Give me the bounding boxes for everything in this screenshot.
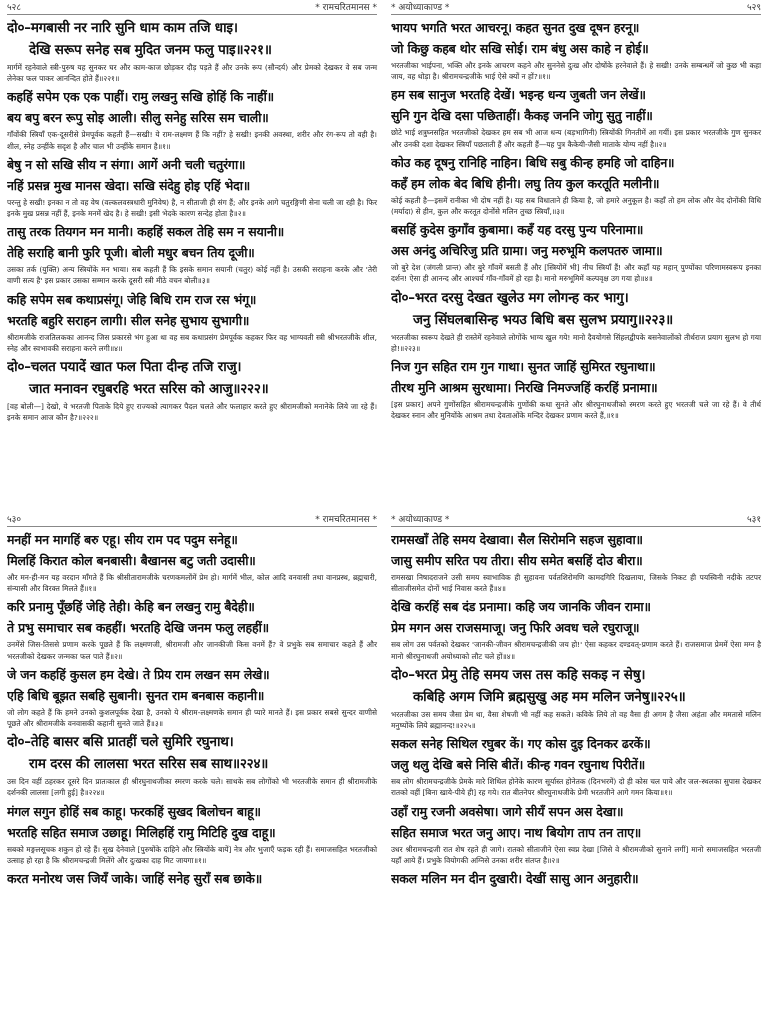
translation-paragraph: भरतजीका भाईपना, भक्ति और इनके आचरण कहने और सुननेसे दुःख और दोषोंके हरनेवाले हैं। हे सखी! उनके सम्बन्धमें जो कुछ भी कहा जाय, वह थोड़ा है। श्रीरामचन्द्रजीके भाई ऐसे क्यों न हों?॥१॥ — [391, 61, 761, 82]
chaupai-verse: एहि बिधि बूझत सबहि सुबानी। सुनत राम बनबास कहानी॥ — [7, 687, 265, 703]
chaupai-verse: करि प्रनामु पूँछहिं जेहि तेही। केहि बन लखनु रामु बैदेही॥ — [7, 599, 255, 615]
translation-paragraph: जो बुरे देश (जंगली प्रान्त) और बुरे गाँवमें बसती हैं और [स्त्रियोंमें भी] नीच स्त्रियाँ हैं! और कहाँ यह महान् पुण्योंका परिणामस्वरूप इनका दर्शन! ऐसा ही आनन्द और आश्चर्य गाँव-गाँवमें हो रहा है। मानो मरुभूमिमें कल्पवृक्ष उग गया हो॥४॥ — [391, 263, 761, 284]
translation-paragraph: भरतजीका स्वरूप देखते ही रास्तेमें रहनेवाले लोगोंके भाग्य खुल गये! मानो दैवयोगसे सिंहलद्वीपके बसनेवालोंको तीर्थराज प्रयाग सुलभ हो गया हो!॥२२३॥ — [391, 332, 761, 353]
translation-paragraph: गाँवोंकी स्त्रियाँ एक-दूसरीसे प्रेमपूर्वक कहती हैं—सखी! ये राम-लक्ष्मण हैं कि नहीं? हे सखी! इनकी अवस्था, शरीर और रंग-रूप तो वही है। शील, स्नेह उन्हींके सदृश है और चाल भी उन्हींके समान है॥१॥ — [7, 130, 377, 151]
chaupai-verse: देखि करहिं सब दंड प्रनामा। कहि जय जानकि जीवन रामा॥ — [391, 599, 651, 615]
chaupai-verse: जो किछु कहब थोर सखि सोई। राम बंधु अस काहे न होई॥ — [391, 41, 649, 56]
chaupai-verse: कहि सपेम सब कथाप्रसंगू। जेहि बिधि राम राज रस भंगू॥ — [7, 291, 257, 307]
translation-paragraph: उधर श्रीरामचन्द्रजी रात शेष रहते ही जागे। रातको सीताजीने ऐसा स्वप्न देखा [जिसे वे श्रीरामजीको सुनाने लगीं] मानो समाजसहित भरतजी यहाँ आये हैं। प्रभुके वियोगकी अग्निसे उनका शरीर संतप्त है॥२॥ — [391, 844, 761, 865]
page-header — [7, 3, 377, 15]
translation-paragraph: सब लोग उस पर्वतको देखकर 'जानकी-जीवन श्रीरामचन्द्रजीकी जय हो!' ऐसा कहकर दण्डवत्-प्रणाम करते हैं। राजसमाज प्रेममें ऐसा मग्न है मानो श्रीरघुनाथजी अयोध्याको लौट चले हों॥४॥ — [391, 640, 761, 661]
chaupai-verse: अस अनंदु अचिरिजु प्रति ग्रामा। जनु मरुभूमि कलपतरु जामा॥ — [391, 243, 663, 259]
doha-verse: कबिहि अगम जिमि ब्रह्मसुखु अह मम मलिन जनेषु॥२२५॥ — [413, 688, 686, 705]
translation-paragraph: उस दिन वहीं ठहरकर दूसरे दिन प्रातःकाल ही श्रीरघुनाथजीका स्मरण करके चले। साथके सब लोगोंको भी भरतजीके समान ही श्रीरामजीके दर्शनकी लालसा [लगी हुई] है॥२२४॥ — [7, 777, 377, 798]
translation-paragraph: भरतजीका उस समय जैसा प्रेम था, वैसा शेषजी भी नहीं कह सकते। कविके लिये तो वह वैसा ही अगम है जैसा अहंता और ममतासे मलिन मनुष्योंके लिये ब्रह्मानन्द!॥२२५॥ — [391, 709, 761, 731]
page-528 — [0, 0, 384, 512]
header-left: ५३० — [7, 515, 22, 525]
chaupai-verse: कहँ हम लोक बेद बिधि हीनी। लघु तिय कुल करतूति मलीनी॥ — [391, 175, 660, 191]
translation-paragraph: उनमेंसे जिस-तिससे प्रणाम करके पूछते हैं कि लक्ष्मणजी, श्रीरामजी और जानकीजी किस वनमें हैं? वे प्रभुके सब समाचार कहते हैं और भरतजीको देखकर जन्मका फल पाते हैं॥२॥ — [7, 640, 377, 661]
chaupai-verse: रामसखाँ तेहि समय देखावा। सैल सिरोमनि सहज सुहावा॥ — [391, 532, 643, 547]
chaupai-verse: तीरथ मुनि आश्रम सुरधामा। निरखि निमज्जहिं करहिं प्रनामा॥ — [391, 380, 658, 396]
translation-paragraph: छोटे भाई शत्रुघ्नसहित भरतजीको देखकर हम सब भी आज धन्य (बड़भागिनी) स्त्रियोंकी गिनतीमें आ गयीं। इस प्रकार भरतजीके गुण सुनकर और उनकी दशा देखकर स्त्रियाँ पछताती हैं और कहती हैं—यह पुत्र कैकेयी-जैसी माताके योग्य नहीं है॥२॥ — [391, 128, 761, 149]
translation-paragraph: जो लोग कहते हैं कि हमने उनको कुशलपूर्वक देखा है, उनको ये श्रीराम-लक्ष्मणके समान ही प्यारे मानते हैं। इस प्रकार सबसे सुन्दर वाणीसे पूछते और श्रीरामजीके वनवासकी कहानी सुनते जाते हैं॥३॥ — [7, 707, 377, 729]
page-header — [391, 3, 761, 15]
doha-verse: देखि सरूप सनेह सब मुदित जनम फलु पाइ॥२२१॥ — [29, 42, 272, 58]
translation-paragraph: मार्गमें रहनेवाले स्त्री-पुरुष यह सुनकर घर और काम-काज छोड़कर दौड़ पड़ते हैं और उनके रूप (सौन्दर्य) और प्रेमको देखकर वे सब जन्म लेनेका फल पाकर आनन्दित होते हैं॥२२१॥ — [7, 63, 377, 84]
chaupai-verse: सुनि गुन देखि दसा पछिताहीं। कैकइ जननि जोगु सुतु नाहीं॥ — [391, 108, 653, 124]
doha-verse: दो०–मगबासी नर नारि सुनि धाम काम तजि धाइ। — [7, 20, 238, 36]
chaupai-verse: करत मनोरथ जस जियँ जाके। जाहिं सनेह सुराँ सब छाके॥ — [7, 871, 262, 887]
doha-verse: राम दरस की लालसा भरत सरिस सब साथ॥२२४॥ — [29, 756, 269, 773]
chaupai-verse: निज गुन सहित राम गुन गाथा। सुनत जाहिं सुमिरत रघुनाथा॥ — [391, 359, 656, 375]
translation-paragraph: उसका तर्क (युक्ति) अन्य स्त्रियोंके मन भाया। सब कहती हैं कि इसके समान सयानी (चतुर) कोई नहीं है। उसकी सराहना करके और 'तेरी वाणी सत्य है' इस प्रकार उसका सम्मान करके दूसरी स्त्री मीठे वचन बोली॥३॥ — [7, 265, 377, 286]
chaupai-verse: भरतहि बहुरि सराहन लागी। सील सनेह सुभाय सुभागी॥ — [7, 312, 250, 328]
chaupai-verse: भायप भगति भरत आचरनू। कहत सुनत दुख दूषन हरनू॥ — [391, 20, 640, 35]
header-right: ५३१ — [746, 515, 761, 525]
doha-verse: दो०–भरत प्रेमु तेहि समय जस तस कहि सकइ न सेषु। — [391, 666, 646, 683]
chaupai-verse: सकल सनेह सिथिल रघुबर कें। गए कोस दुइ दिनकर ढरकें॥ — [391, 736, 651, 752]
chaupai-verse: ते प्रभु समाचार सब कहहीं। भरतहि देखि जनम फलु लहहीं॥ — [7, 620, 269, 636]
doha-verse: जात मनावन रघुबरहि भरत सरिस को आजु॥२२२॥ — [29, 381, 269, 398]
translation-paragraph: श्रीरामजीके राजतिलकका आनन्द जिस प्रकारसे भंग हुआ था वह सब कथाप्रसंग प्रेमपूर्वक कहकर फिर वह भाग्यवती स्त्री श्रीभरतजीके शील, स्नेह और स्वभावकी सराहना करने लगी॥४॥ — [7, 332, 377, 353]
header-left: * अयोध्याकाण्ड * — [391, 3, 450, 13]
header-left: ५२८ — [7, 3, 22, 13]
page-header — [7, 515, 377, 527]
translation-paragraph: रामसखा निषादराजने उसी समय स्वाभाविक ही सुहावना पर्वतशिरोमणि कामदगिरि दिखलाया, जिसके निकट ही पयस्विनी नदीके तटपर सीताजीसमेत दोनों भाई निवास करते हैं॥४॥ — [391, 573, 761, 594]
chaupai-verse: जलु थलु देखि बसे निसि बीतें। कीन्ह गवन रघुनाथ पिरीतें॥ — [391, 757, 646, 773]
translation-paragraph: सब लोग श्रीरामचन्द्रजीके प्रेमके मारे शिथिल होनेके कारण सूर्यास्त होनेतक (दिनभरमें) दो ही कोस चल पाये और जल-स्थलका सुपास देखकर रातको वहीं [बिना खाये-पीये ही] रह गये। रात बीतनेपर श्रीरघुनाथजीके प्रेमी भरतजीने आगे गमन किया॥१॥ — [391, 777, 761, 798]
doha-verse: जनु सिंघलबासिन्ह भयउ बिधि बस सुलभ प्रयागु॥२२३॥ — [413, 311, 674, 328]
translation-paragraph: सबको मङ्गलसूचक शकुन हो रहे हैं। सुख देनेवाले [पुरुषोंके दाहिने और स्त्रियोंके बायें] नेत्र और भुजाएँ फड़क रही हैं। समाजसहित भरतजीको उत्साह हो रहा है कि श्रीरामचन्द्रजी मिलेंगे और दुःखका दाह मिट जायगा॥१॥ — [7, 844, 377, 865]
chaupai-verse: हम सब सानुज भरतहि देखें। भइन्ह धन्य जुबती जन लेखें॥ — [391, 87, 646, 103]
chaupai-verse: मिलहिं किरात कोल बनबासी। बैखानस बटु जती उदासी॥ — [7, 553, 256, 568]
chaupai-verse: तेहि सराहि बानी फुरि पूजी। बोली मधुर बचन तिय दूजी॥ — [7, 245, 255, 261]
translation-paragraph: कोई कहती है—इसमें रानीका भी दोष नहीं है। यह सब विधाताने ही किया है, जो हमारे अनुकूल है। कहाँ तो हम लोक और वेद दोनोंकी विधि (मर्यादा) से हीन, कुल और करतूत दोनोंसे मलिन तुच्छ स्त्रियाँ,॥३॥ — [391, 195, 761, 217]
chaupai-verse: मनहीं मन मागहिं बरु एहू। सीय राम पद पदुम सनेहू॥ — [7, 532, 238, 547]
chaupai-verse: जासु समीप सरित पय तीरा। सीय समेत बसहिं दोउ बीरा॥ — [391, 553, 643, 568]
doha-verse: दो०–भरत दरसु देखत खुलेउ मग लोगन्ह कर भागु। — [391, 289, 629, 306]
doha-verse: दो०–चलत पयादें खात फल पिता दीन्ह तजि राजु। — [7, 359, 242, 376]
page-header — [391, 515, 761, 527]
chaupai-verse: जे जन कहहिं कुसल हम देखे। ते प्रिय राम लखन सम लेखे॥ — [7, 666, 270, 682]
chaupai-verse: भरतहि सहित समाज उछाहू। मिलिहहिं रामु मिटिहि दुख दाहू॥ — [7, 824, 276, 840]
chaupai-verse: बय बपु बरन रूपु सोइ आली। सीलु सनेहु सरिस सम चाली॥ — [7, 110, 269, 126]
translation-paragraph: और मन-ही-मन यह वरदान माँगते हैं कि श्रीसीतारामजीके चरणकमलोंमें प्रेम हो। मार्गमें भील, कोल आदि वनवासी तथा वानप्रस्थ, ब्रह्मचारी, संन्यासी और विरक्त मिलते हैं॥१॥ — [7, 573, 377, 594]
page-530 — [0, 512, 384, 1024]
header-right: * रामचरितमानस * — [315, 3, 377, 13]
chaupai-verse: सहित समाज भरत जनु आए। नाथ बियोग ताप तन ताए॥ — [391, 824, 642, 840]
chaupai-verse: प्रेम मगन अस राजसमाजू। जनु फिरि अवध चले रघुराजू॥ — [391, 620, 640, 636]
chaupai-verse: सकल मलिन मन दीन दुखारी। देखीं सासु आन अनुहारी॥ — [391, 871, 639, 887]
header-right: ५२९ — [746, 3, 761, 13]
header-right: * रामचरितमानस * — [315, 515, 377, 525]
chaupai-verse: बसहिं कुदेस कुगाँव कुबामा। कहँ यह दरसु पुन्य परिनामा॥ — [391, 222, 644, 238]
chaupai-verse: बेषु न सो सखि सीय न संगा। आगें अनी चली चतुरंगा॥ — [7, 156, 246, 172]
header-left: * अयोध्याकाण्ड * — [391, 515, 450, 525]
chaupai-verse: मंगल सगुन होहिं सब काहू। फरकहिं सुखद बिलोचन बाहू॥ — [7, 803, 261, 819]
chaupai-verse: कहहिं सपेम एक एक पाहीं। रामु लखनु सखि होहिं कि नाहीं॥ — [7, 89, 274, 105]
translation-paragraph: परन्तु हे सखी! इनका न तो वह वेष (वल्कलवस्त्रधारी मुनिवेष) है, न सीताजी ही संग हैं; और इनके आगे चतुरङ्गिणी सेना चली जा रही है। फिर इनके मुख प्रसन्न नहीं हैं, इनके मनमें खेद है। हे सखी! इसी भेदके कारण सन्देह होता है॥२॥ — [7, 197, 377, 219]
chaupai-verse: कोउ कह दूषनु रानिहि नाहिन। बिधि सबु कीन्ह हमहि जो दाहिन॥ — [391, 154, 675, 170]
chaupai-verse: नहिं प्रसन्न मुख मानस खेदा। सखि संदेहु होइ एहिं भेदा॥ — [7, 177, 251, 193]
page-529 — [384, 0, 768, 512]
chaupai-verse: तासु तरक तियगन मन मानी। कहहिं सकल तेहि सम न सयानी॥ — [7, 224, 285, 240]
translation-paragraph: [वह बोली—] देखो, ये भरतजी पिताके दिये हुए राज्यको त्यागकर पैदल चलते और फलाहार करते हुए श्रीरामजीको मनानेके लिये जा रहे हैं। इनके समान आज कौन है?॥२२२॥ — [7, 402, 377, 423]
page-531 — [384, 512, 768, 1024]
translation-paragraph: [इस प्रकार] अपने गुणोंसहित श्रीरामचन्द्रजीके गुणोंकी कथा सुनते और श्रीरघुनाथजीको स्मरण करते हुए भरतजी चले जा रहे हैं। वे तीर्थ देखकर स्नान और मुनियोंके आश्रम तथा देवताओंके मन्दिर देखकर प्रणाम करते हैं,॥१॥ — [391, 400, 761, 421]
chaupai-verse: उहाँ रामु रजनी अवसेषा। जागे सीयँ सपन अस देखा॥ — [391, 803, 624, 819]
doha-verse: दो०–तेहि बासर बसि प्रातहीं चले सुमिरि रघुनाथ। — [7, 734, 234, 751]
